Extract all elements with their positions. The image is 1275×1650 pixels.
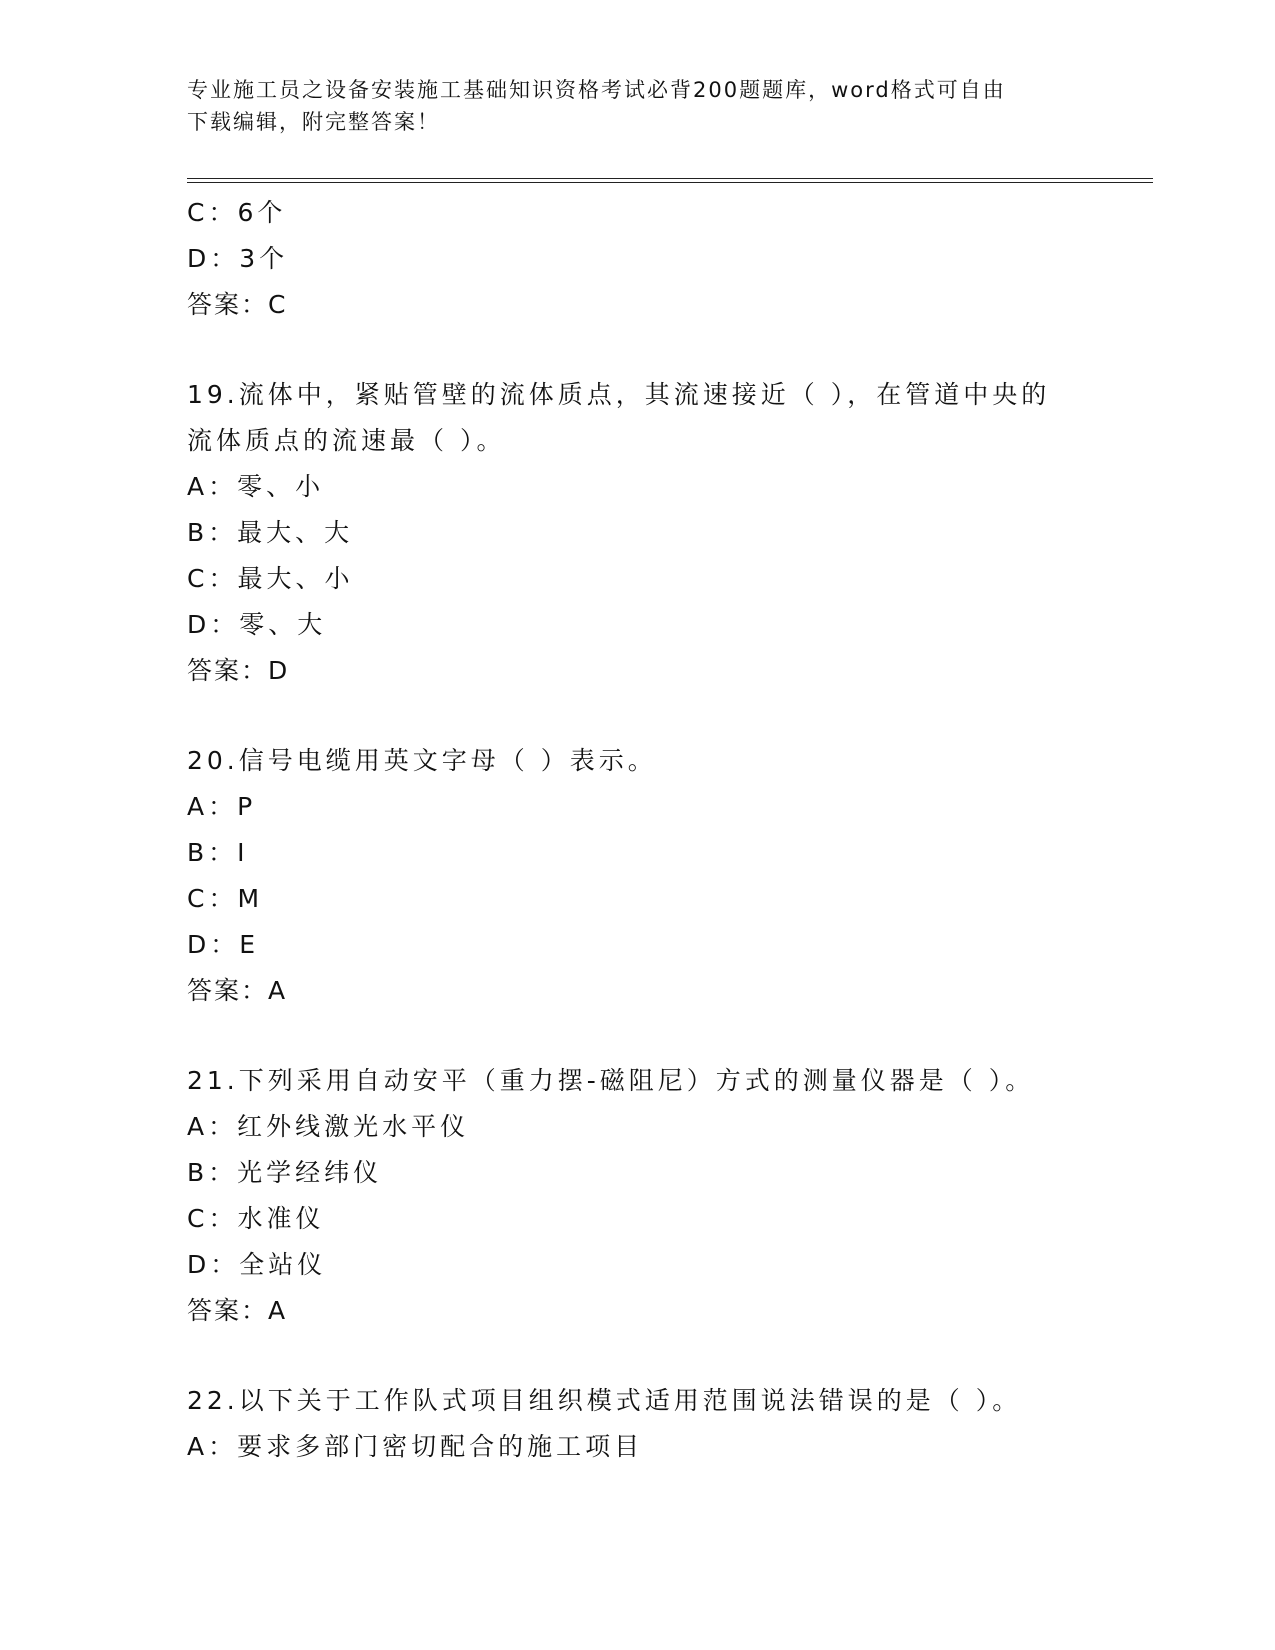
option-c: C：6个 [187,198,287,227]
option-d: D：3个 [187,244,289,273]
answer-line: 答案：A [187,976,288,1005]
spacer [187,1014,1147,1058]
option-d: D：全站仪 [187,1250,327,1279]
header-line-2: 下载编辑，附完整答案！ [187,110,440,134]
answer-line: 答案：C [187,290,288,319]
spacer [187,694,1147,738]
question-22 [187,1378,1147,1470]
option-c: C：最大、小 [187,564,354,593]
option-c: C：M [187,884,264,913]
question-stem: 21.下列采用自动安平（重力摆-磁阻尼）方式的测量仪器是（ ）。 [187,1066,1035,1095]
spacer [187,1334,1147,1378]
option-a: A：要求多部门密切配合的施工项目 [187,1432,644,1461]
answer-line: 答案：D [187,656,290,685]
option-a: A：P [187,792,257,821]
answer-line: 答案：A [187,1296,288,1325]
question-21 [187,1058,1147,1334]
question-stem: 22.以下关于工作队式项目组织模式适用范围说法错误的是（ ）。 [187,1386,1022,1415]
option-a: A：零、小 [187,472,325,501]
question-stem-line-1: 19.流体中，紧贴管壁的流体质点，其流速接近（ ），在管道中央的 [187,380,1051,409]
header-line-1: 专业施工员之设备安装施工基础知识资格考试必背200题题库，word格式可自由 [187,78,1006,102]
spacer [187,328,1147,372]
document-header [187,74,1087,138]
question-18-tail [187,190,1147,328]
option-b: B：I [187,838,249,867]
question-stem: 20.信号电缆用英文字母（ ）表示。 [187,746,657,775]
question-list [187,190,1147,1470]
header-divider-top [187,178,1153,179]
header-divider-bottom [187,182,1153,183]
option-c: C：水准仪 [187,1204,325,1233]
option-b: B：最大、大 [187,518,354,547]
option-b: B：光学经纬仪 [187,1158,383,1187]
option-d: D：零、大 [187,610,327,639]
question-19 [187,372,1147,694]
option-d: D：E [187,930,260,959]
option-a: A：红外线激光水平仪 [187,1112,470,1141]
question-20 [187,738,1147,1014]
question-stem-line-2: 流体质点的流速最（ ）。 [187,426,506,455]
